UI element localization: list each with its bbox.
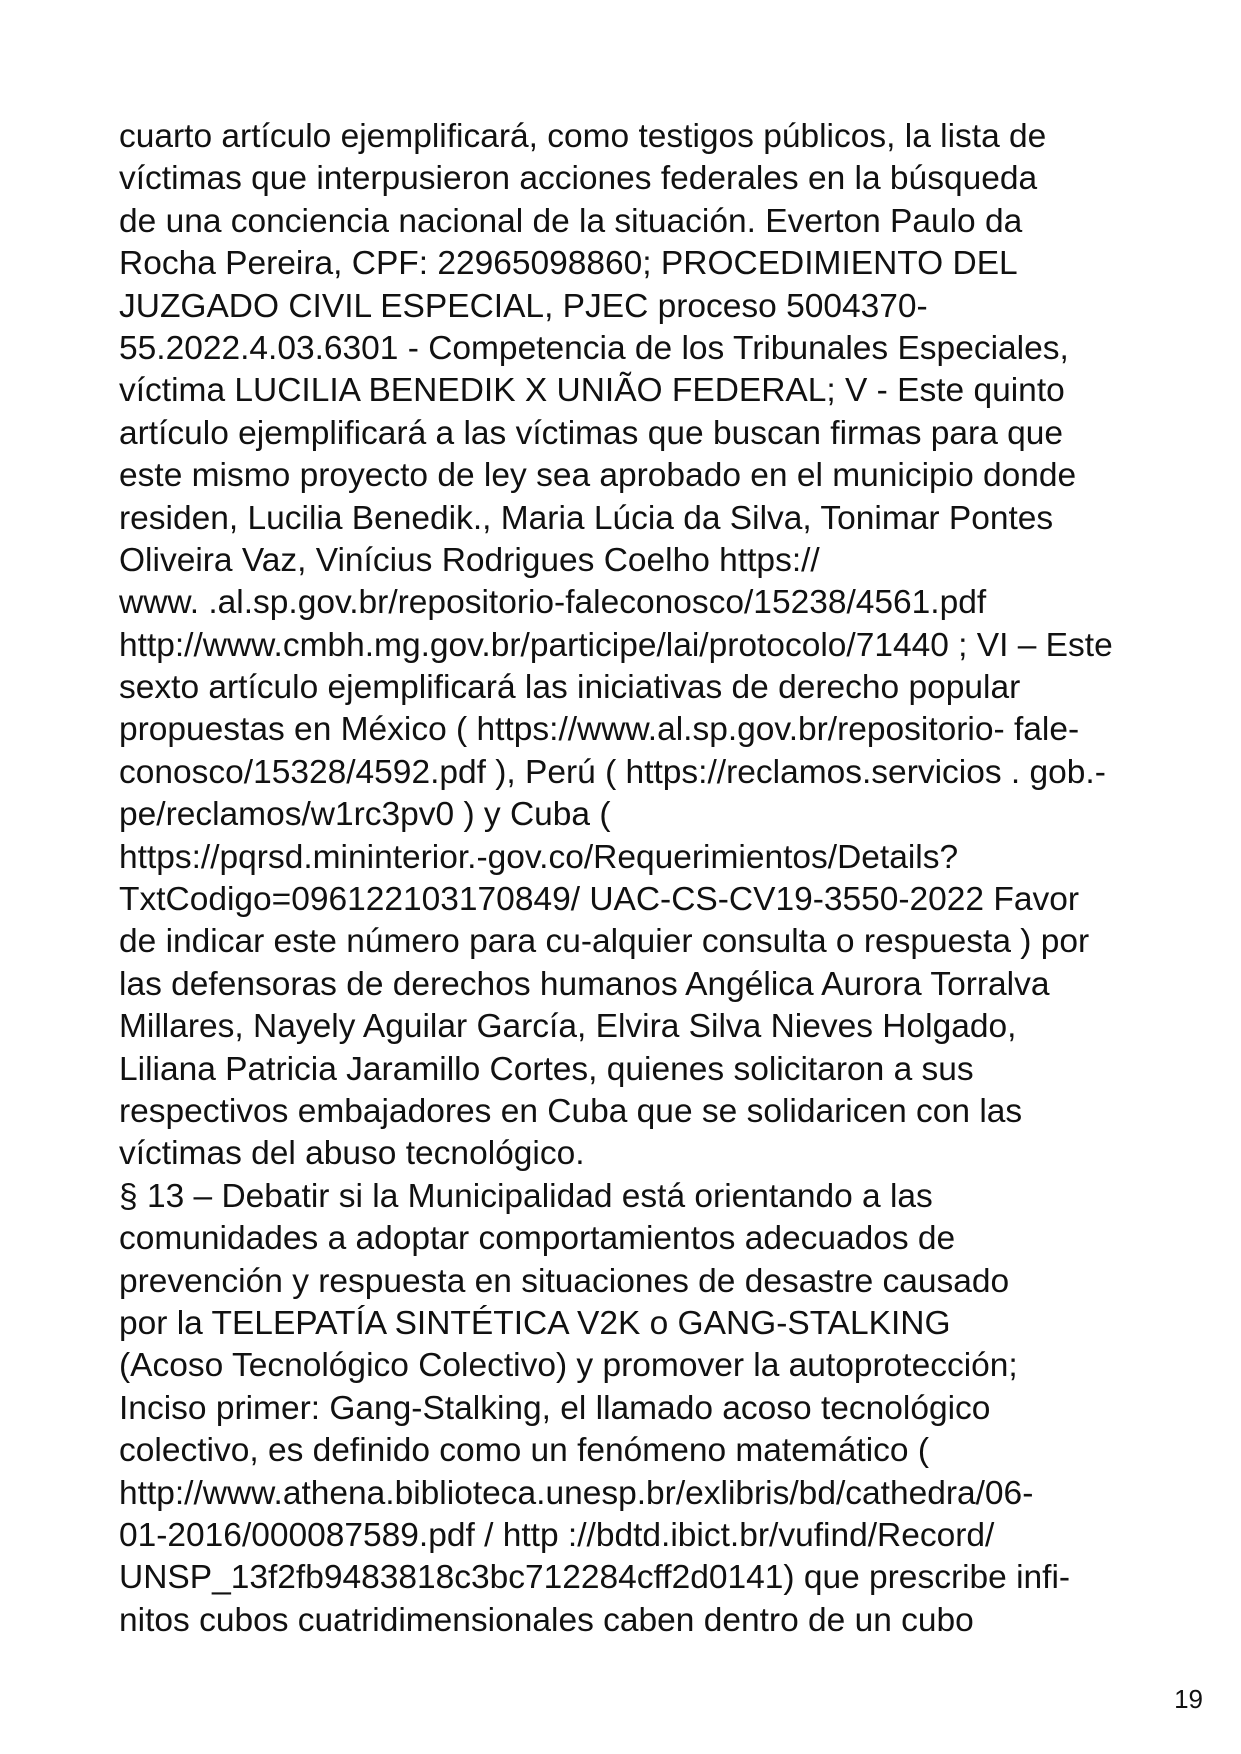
text-line: conosco/15328/4592.pdf ), Perú ( https://reclamos.servicios . gob.- — [119, 753, 1106, 791]
text-line: víctimas del abuso tecnológico. — [119, 1135, 585, 1173]
text-line: propuestas en México ( https://www.al.sp.gov.br/repositorio- fale- — [119, 711, 1080, 749]
text-line: prevención y respuesta en situaciones de desastre causado — [119, 1262, 1010, 1300]
text-line: http://www.cmbh.mg.gov.br/participe/lai/protocolo/71440 ; VI – Este — [119, 626, 1113, 664]
text-line: Oliveira Vaz, Vinícius Rodrigues Coelho https:// — [119, 541, 820, 579]
text-line: https://pqrsd.mininterior.-gov.co/Requerimientos/Details? — [119, 838, 959, 876]
text-line: Liliana Patricia Jaramillo Cortes, quienes solicitaron a sus — [119, 1050, 974, 1088]
text-line: de indicar este número para cu-alquier consulta o respuesta ) por — [119, 923, 1090, 961]
text-line: UNSP_13f2fb9483818c3bc712284cff2d0141) que prescribe infi- — [119, 1559, 1071, 1597]
text-line: comunidades a adoptar comportamientos adecuados de — [119, 1220, 956, 1258]
page-number: 19 — [1174, 1684, 1203, 1714]
text-line: TxtCodigo=096122103170849/ UAC-CS-CV19-3550-2022 Favor — [119, 881, 1080, 919]
text-line: víctima LUCILIA BENEDIK X UNIÃO FEDERAL; V - Este quinto — [119, 372, 1065, 410]
text-line: colectivo, es definido como un fenómeno matemático ( — [119, 1432, 930, 1470]
text-line: las defensoras de derechos humanos Angélica Aurora Torralva — [119, 965, 1050, 1003]
text-line: nitos cubos cuatridimensionales caben dentro de un cubo — [119, 1601, 974, 1639]
body-text — [119, 116, 1129, 1642]
text-line: de una conciencia nacional de la situación. Everton Paulo da — [119, 202, 1023, 240]
text-line: JUZGADO CIVIL ESPECIAL, PJEC proceso 5004370- — [119, 287, 928, 325]
text-line: este mismo proyecto de ley sea aprobado en el municipio donde — [119, 457, 1077, 495]
text-line: 01-2016/000087589.pdf / http ://bdtd.ibict.br/vufind/Record/ — [119, 1516, 995, 1554]
text-line: pe/reclamos/w1rc3pv0 ) y Cuba ( — [119, 796, 611, 834]
text-line: sexto artículo ejemplificará las iniciativas de derecho popular — [119, 669, 1021, 707]
text-line: www. .al.sp.gov.br/repositorio-faleconosco/15238/4561.pdf — [119, 584, 987, 622]
text-line: Rocha Pereira, CPF: 22965098860; PROCEDIMIENTO DEL — [119, 245, 1018, 283]
text-line: 55.2022.4.03.6301 - Competencia de los Tribunales Especiales, — [119, 329, 1069, 367]
text-line: artículo ejemplificará a las víctimas que buscan firmas para que — [119, 414, 1064, 452]
text-line: respectivos embajadores en Cuba que se solidaricen con las — [119, 1092, 1023, 1130]
text-line: (Acoso Tecnológico Colectivo) y promover la autoprotección; — [119, 1347, 1018, 1385]
text-line: cuarto artículo ejemplificará, como testigos públicos, la lista de — [119, 118, 1047, 155]
text-line: Millares, Nayely Aguilar García, Elvira Silva Nieves Holgado, — [119, 1008, 1017, 1046]
text-line: por la TELEPATÍA SINTÉTICA V2K o GANG-STALKING — [119, 1304, 951, 1342]
text-line: residen, Lucilia Benedik., Maria Lúcia da Silva, Tonimar Pontes — [119, 499, 1054, 537]
text-line: § 13 – Debatir si la Municipalidad está orientando a las — [119, 1177, 933, 1215]
text-line: Inciso primer: Gang-Stalking, el llamado acoso tecnológico — [119, 1389, 991, 1427]
text-line: http://www.athena.biblioteca.unesp.br/exlibris/bd/cathedra/06- — [119, 1474, 1034, 1512]
text-line: víctimas que interpusieron acciones federales en la búsqueda — [119, 160, 1038, 198]
